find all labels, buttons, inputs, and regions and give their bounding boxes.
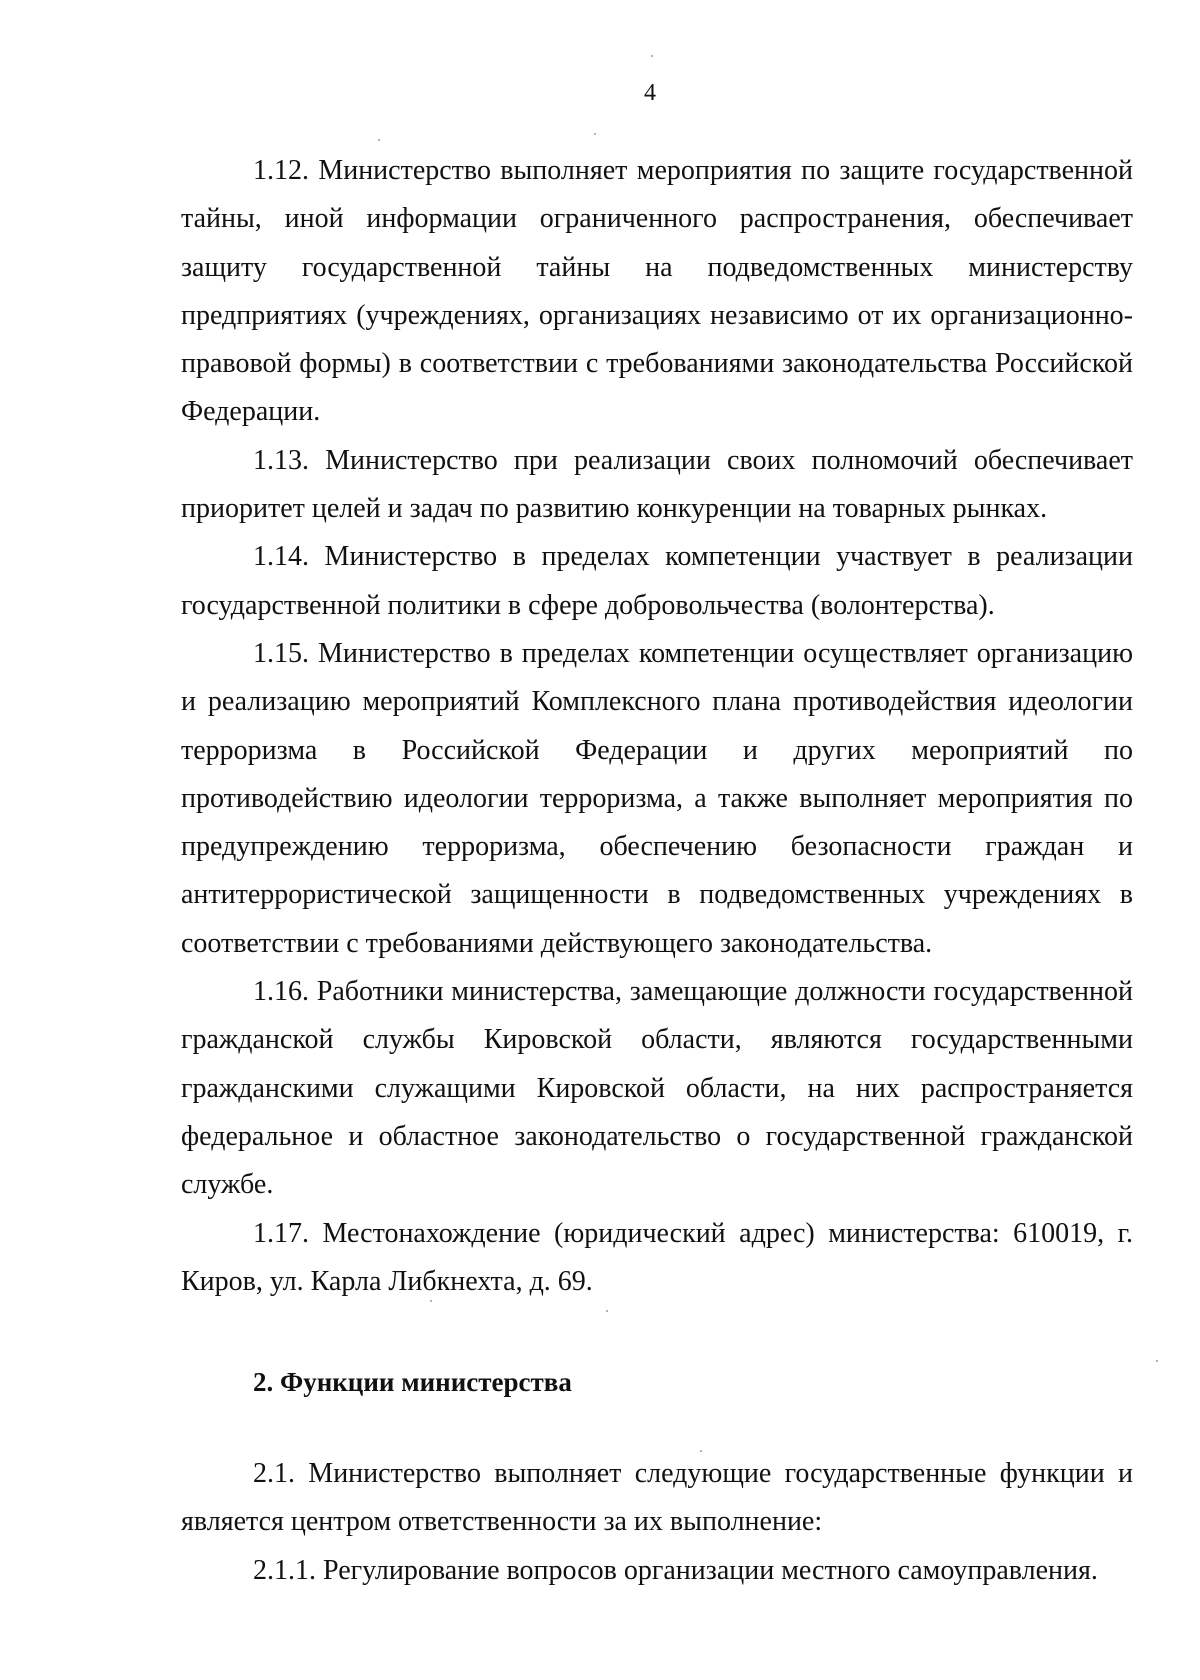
scan-speck xyxy=(1156,1360,1158,1362)
scan-speck xyxy=(700,1450,702,1452)
paragraph-2-1-1: 2.1.1. Регулирование вопросов организации местного самоуправления. xyxy=(253,1554,1098,1586)
scan-speck xyxy=(606,1310,608,1312)
scan-speck xyxy=(594,133,596,135)
paragraph-1-14: 1.14. Министерство в пределах компетенции участвует в реализации государственной политики в сфере добровольчества (волонтерства). xyxy=(181,541,1133,621)
scan-speck xyxy=(378,139,380,141)
section-heading: 2. Функции министерства xyxy=(253,1367,572,1398)
paragraph-1-15: 1.15. Министерство в пределах компетенции осуществляет организацию и реализацию мероприятий Комплексного плана противодействия идеологии терроризма в Российской Федерации и других мероприятий по противодействию идеологии терроризма, а также выполняет мероприятия по предупреждению терроризма, обеспечению безопасности граждан и антитеррористической защищенности в подведомственных учреждениях в соответствии с требованиями действующего законодательства. xyxy=(181,637,1133,959)
paragraph-1-13: 1.13. Министерство при реализации своих полномочий обеспечивает приоритет целей и задач по развитию конкуренции на товарных рынках. xyxy=(181,444,1133,525)
paragraph-1-17: 1.17. Местонахождение (юридический адрес) министерства: 610019, г. Киров, ул. Карла Либкнехта, д. 69. xyxy=(181,1217,1133,1297)
document-body xyxy=(181,147,1133,1595)
page-number: 4 xyxy=(644,80,656,106)
paragraph-2-1: 2.1. Министерство выполняет следующие государственные функции и является центром ответственности за их выполнение: xyxy=(181,1458,1133,1538)
paragraph-1-12: 1.12. Министерство выполняет мероприятия по защите государственной тайны, иной информации ограниченного распространения, обеспечивает защиту государственной тайны на подведомственных министерству предприятиях (учреждениях, организациях независимо от их организационно-правовой формы) в соответствии с требованиями законодательства Российской Федерации. xyxy=(181,155,1133,428)
scan-speck xyxy=(430,1300,432,1302)
paragraph-1-16: 1.16. Работники министерства, замещающие должности государственной гражданской службы Кировской области, являются государственными гражданскими служащими Кировской области, на них распространяется федеральное и областное законодательство о государственной гражданской службе. xyxy=(181,976,1133,1201)
scan-speck xyxy=(651,55,653,57)
